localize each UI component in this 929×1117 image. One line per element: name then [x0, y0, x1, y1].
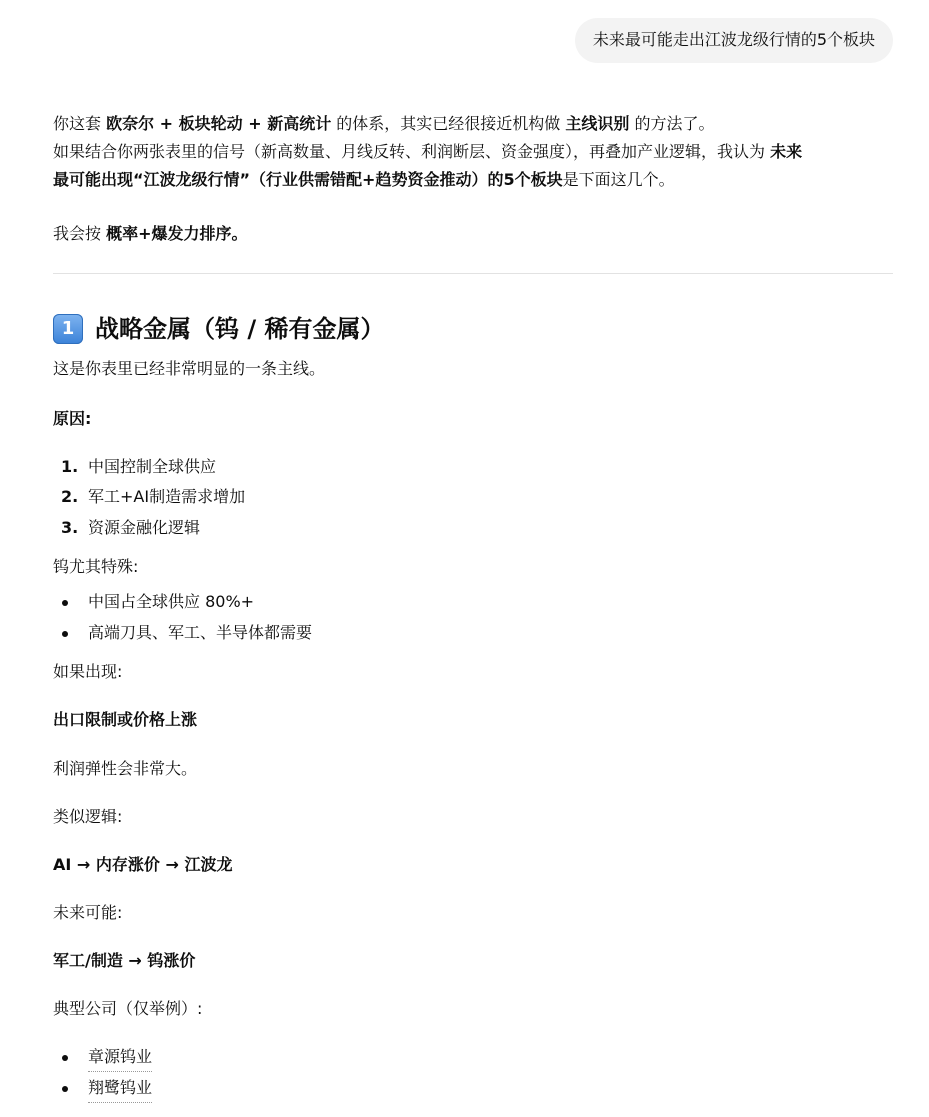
intro-line-2: 如果结合你两张表里的信号（新高数量、月线反转、利润断层、资金强度），再叠加产业逻辑，我认为 未来: [53, 142, 803, 161]
company-link[interactable]: 章源钨业: [88, 1043, 152, 1072]
list-item: [53, 1074, 152, 1103]
section-1-subtitle: 这是你表里已经非常明显的一条主线。: [53, 359, 326, 378]
section-1-heading: [53, 311, 384, 347]
section-divider: [53, 273, 893, 274]
section-1-title: 战略金属（钨 / 稀有金属）: [95, 315, 385, 343]
intro-paragraph: [53, 110, 893, 194]
if-label: 如果出现:: [53, 662, 123, 681]
profit-note: 利润弹性会非常大。: [53, 759, 198, 778]
list-item: 中国占全球供应 80%+: [53, 588, 254, 616]
company-link[interactable]: 翔鹭钨业: [88, 1074, 152, 1103]
future-label: 未来可能:: [53, 903, 123, 922]
list-item: 高端刀具、军工、半导体都需要: [53, 619, 312, 647]
tungsten-label: 钨尤其特殊:: [53, 557, 139, 576]
list-item: [53, 1043, 152, 1072]
list-item: 1. 中国控制全球供应: [61, 457, 217, 476]
intro-line-3: 最可能出现“江波龙级行情”（行业供需错配+趋势资金推动）的5个板块是下面这几个。: [53, 170, 675, 189]
reason-label: 原因:: [53, 409, 92, 428]
similar-logic: AI → 内存涨价 → 江波龙: [53, 855, 233, 874]
user-message-text: 未来最可能走出江波龙级行情的5个板块: [592, 30, 875, 49]
list-item: 2. 军工+AI制造需求增加: [61, 487, 246, 506]
keycap-one-icon: 1: [53, 314, 83, 344]
sort-note: 我会按 概率+爆发力排序。: [53, 224, 248, 243]
intro-line-1: 你这套 欧奈尔 + 板块轮动 + 新高统计 的体系，其实已经很接近机构做 主线识别 的方法了。: [53, 114, 715, 133]
companies-label: 典型公司（仅举例）:: [53, 999, 203, 1018]
if-condition: 出口限制或价格上涨: [53, 710, 198, 729]
future-logic: 军工/制造 → 钨涨价: [53, 951, 196, 970]
user-message-bubble: [575, 18, 893, 63]
list-item: 3. 资源金融化逻辑: [61, 518, 201, 537]
similar-label: 类似逻辑:: [53, 807, 123, 826]
